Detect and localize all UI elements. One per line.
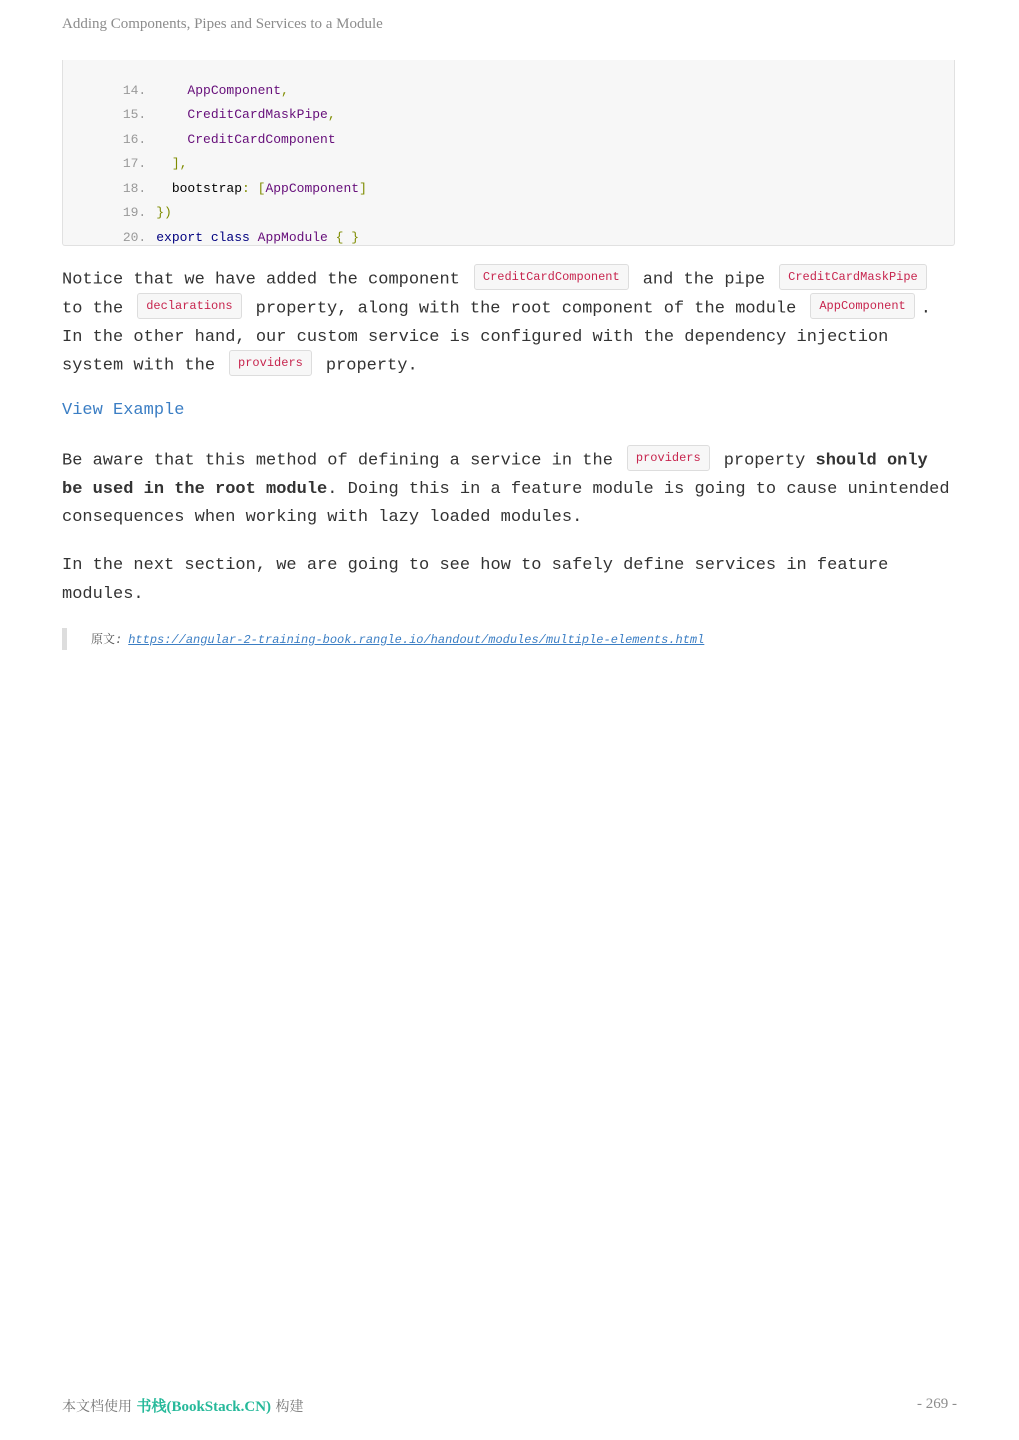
running-header: Adding Components, Pipes and Services to a Module	[62, 16, 383, 32]
footer-prefix: 本文档使用	[62, 1399, 132, 1415]
inline-code: providers	[627, 445, 710, 471]
footer-credit	[62, 1395, 304, 1416]
code-token: bootstrap	[156, 181, 243, 196]
code-token: : [	[242, 181, 266, 196]
line-number: 16.	[122, 132, 147, 147]
code-token: AppComponent	[265, 181, 360, 196]
code-token: CreditCardComponent	[156, 132, 336, 147]
footer-brand-link[interactable]: 书栈(BookStack.CN)	[136, 1399, 272, 1415]
line-number: 19.	[122, 205, 147, 220]
inline-code: AppComponent	[810, 293, 914, 319]
code-token: ,	[281, 83, 289, 98]
para-text: property	[723, 451, 806, 471]
code-token: ]	[359, 181, 367, 196]
inline-code: declarations	[137, 293, 241, 319]
line-number: 18.	[122, 181, 147, 196]
page-number: - 269 -	[917, 1396, 957, 1412]
code-line	[63, 61, 289, 98]
para-text: property.	[325, 356, 418, 376]
code-token: export class	[156, 230, 258, 245]
code-line	[63, 110, 336, 147]
para-text: and the pipe	[642, 270, 766, 290]
para-text: In the other hand, our custom service is configured with the dependency injection system with the	[62, 327, 889, 376]
source-separator: :	[115, 633, 123, 647]
inline-code: providers	[229, 350, 312, 376]
code-line	[63, 85, 336, 122]
line-number: 15.	[122, 107, 147, 122]
code-token: ],	[156, 156, 188, 171]
para-text: .	[920, 299, 931, 319]
source-label: 原文	[91, 632, 116, 646]
code-token: CreditCardMaskPipe	[156, 107, 328, 122]
line-number: 17.	[122, 156, 147, 171]
bold-text: should only be used in the root module	[62, 451, 928, 499]
code-block	[62, 60, 955, 246]
code-token: AppComponent	[156, 83, 282, 98]
paragraph-providers-warning	[62, 447, 957, 533]
para-text: to the	[62, 299, 124, 319]
code-line	[63, 208, 360, 245]
code-token: })	[156, 205, 172, 220]
code-line	[63, 159, 367, 196]
view-example-link[interactable]: View Example	[62, 401, 185, 420]
inline-code: CreditCardMaskPipe	[779, 264, 927, 290]
para-text: Be aware that this method of defining a service in the	[62, 451, 613, 471]
para-text: Notice that we have added the component	[62, 270, 460, 290]
code-line	[63, 134, 188, 171]
code-token: AppModule	[257, 230, 328, 245]
inline-code: CreditCardComponent	[474, 264, 629, 290]
code-line	[63, 183, 172, 220]
source-url-link[interactable]: https://angular-2-training-book.rangle.io/handout/modules/multiple-elements.html	[128, 633, 705, 647]
code-token: { }	[327, 230, 360, 245]
para-text: property, along with the root component of the module	[255, 299, 797, 319]
line-number: 14.	[122, 83, 147, 98]
paragraph-declarations	[62, 266, 957, 381]
footer-suffix: 构建	[275, 1399, 304, 1415]
code-token: ,	[327, 107, 336, 122]
para-text: . Doing this in a feature module is going to cause unintended consequences when working with lazy loaded modules.	[62, 479, 950, 528]
line-number: 20.	[122, 230, 147, 245]
source-blockquote	[62, 628, 704, 650]
paragraph-next-section: In the next section, we are going to see how to safely define services in feature modules.	[62, 556, 889, 604]
